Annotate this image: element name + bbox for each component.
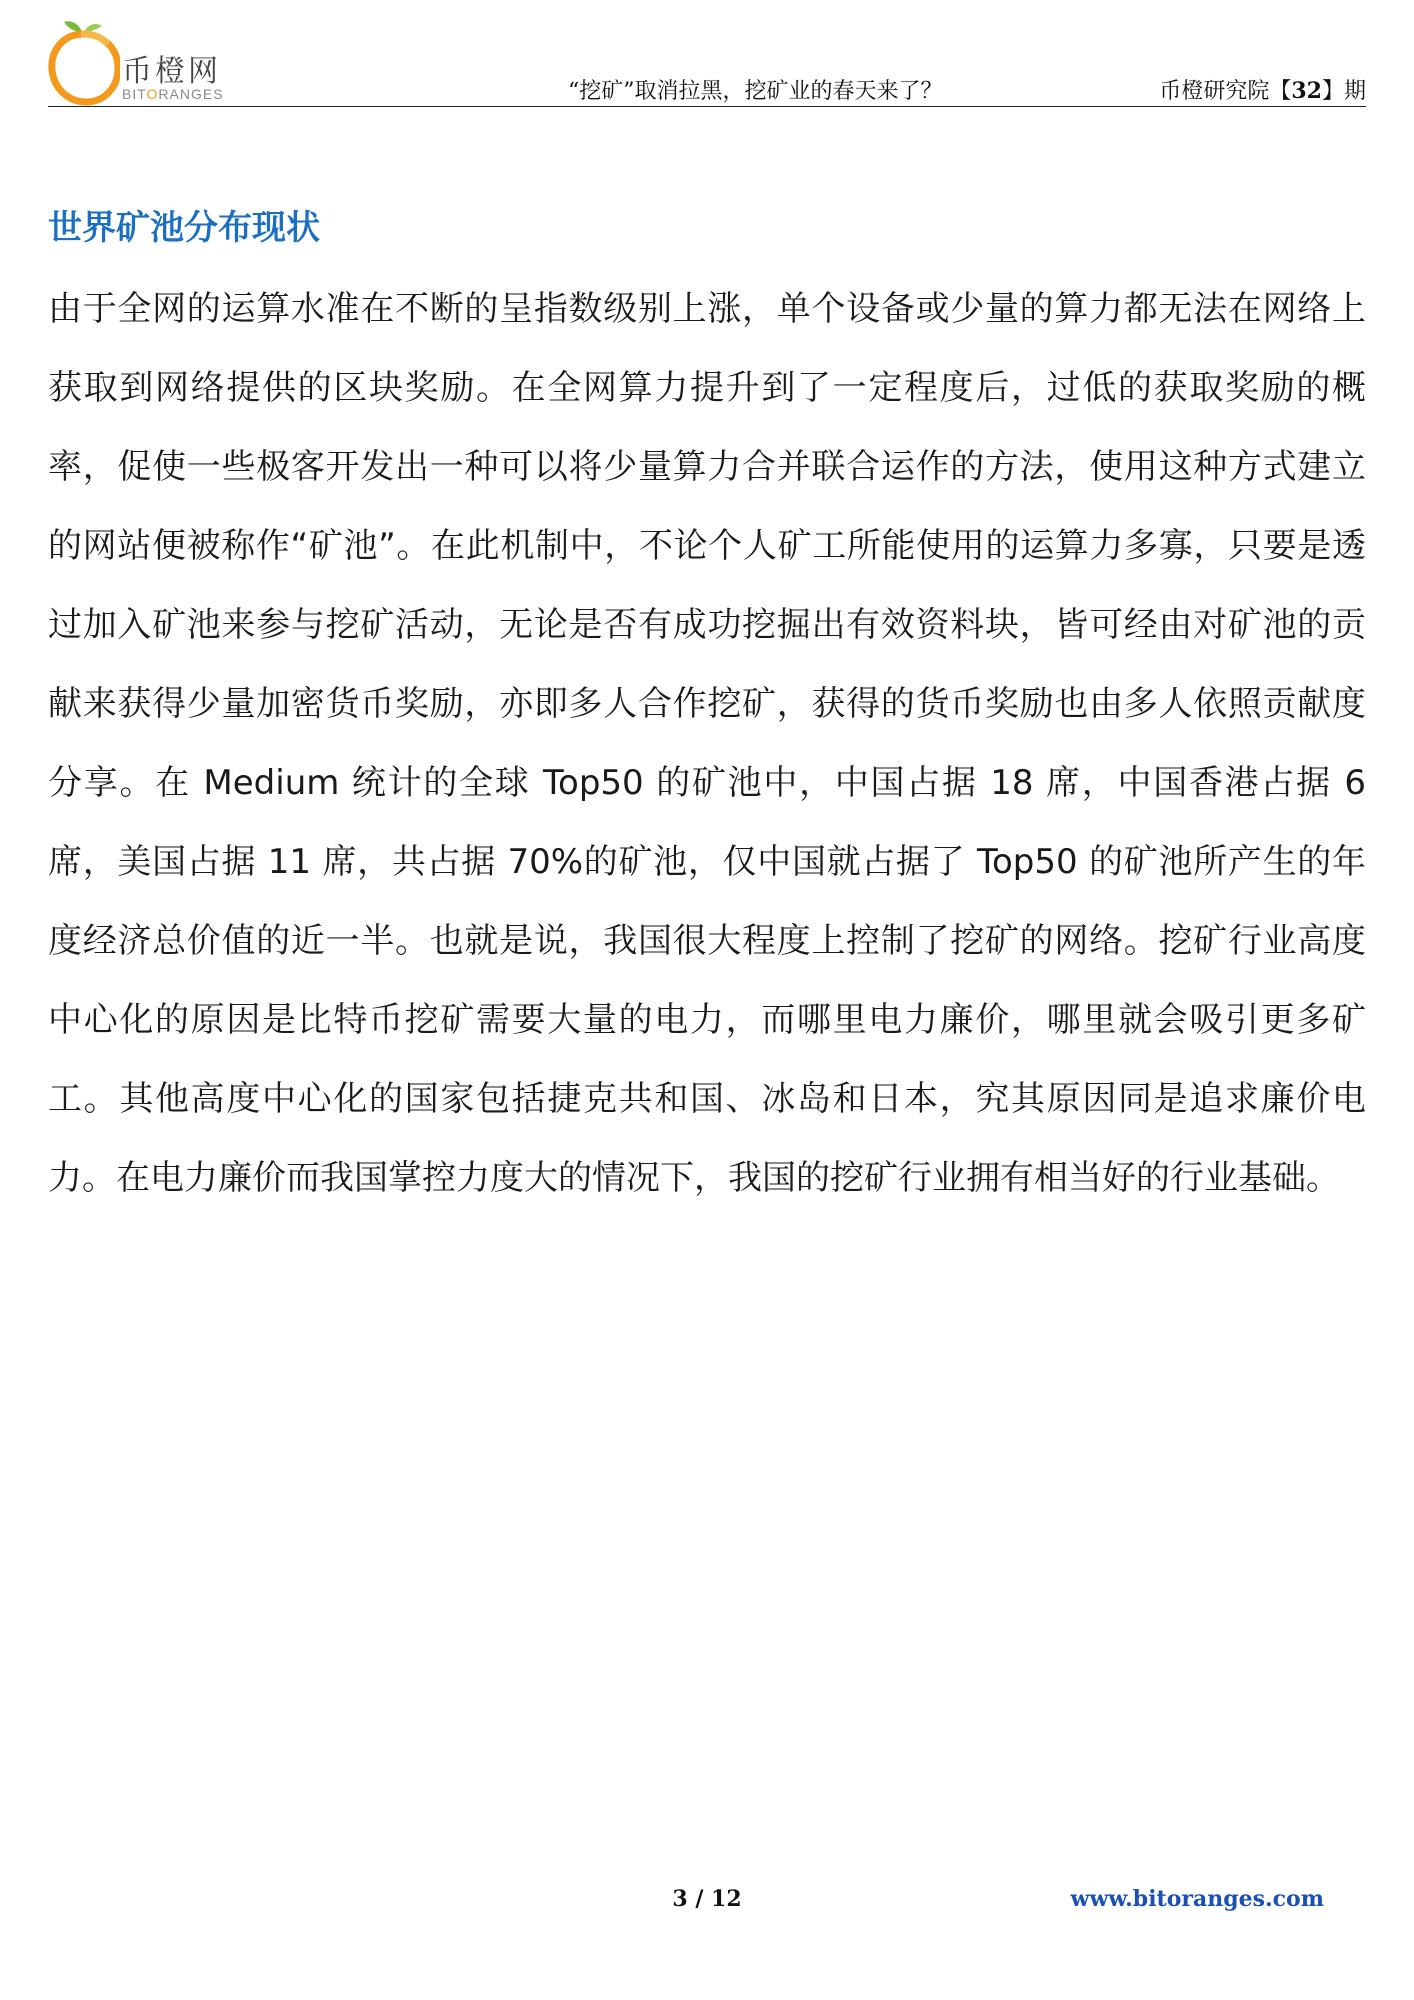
document-title: “挖矿”取消拉黑，挖矿业的春天来了？	[568, 79, 943, 104]
body-paragraph: 由于全网的运算水准在不断的呈指数级别上涨，单个设备或少量的算力都无法在网络上获取到网络提供的区块奖励。在全网算力提升到了一定程度后，过低的获取奖励的概率，促使一些极客开发出一种可以将少量算力合并联合运作的方法，使用这种方式建立的网站便被称作“矿池”。在此机制中，不论个人矿工所能使用的运算力多寡，只要是透过加入矿池来参与挖矿活动，无论是否有成功挖掘出有效资料块，皆可经由对矿池的贡献来获得少量加密货币奖励，亦即多人合作挖矿，获得的货币奖励也由多人依照贡献度分享。在 Medium 统计的全球 Top50 的矿池中，中国占据 18 席，中国香港占据 6 席，美国占据 11 席，共占据 70%的矿池，仅中国就占据了 Top50 的矿池所产生的年度经济总价值的近一半。也就是说，我国很大程度上控制了挖矿的网络。挖矿行业高度中心化的原因是比特币挖矿需要大量的电力，而哪里电力廉价，哪里就会吸引更多矿工。其他高度中心化的国家包括捷克共和国、冰岛和日本，究其原因同是追求廉价电力。在电力廉价而我国掌控力度大的情况下，我国的挖矿行业拥有相当好的行业基础。	[48, 289, 1366, 1198]
logo-chinese-name: 币橙网	[122, 54, 221, 89]
issue-label: 币橙研究院【32】期	[1159, 78, 1366, 104]
website-link[interactable]: www.bitoranges.com	[1070, 1886, 1324, 1912]
orange-logo-icon	[48, 18, 120, 106]
section-heading: 世界矿池分布现状	[48, 208, 320, 248]
bitoranges-logo	[48, 16, 248, 106]
page-header	[48, 16, 1366, 107]
page-number: 3 / 12	[672, 1886, 742, 1912]
logo-english-name: BITORANGES	[122, 86, 224, 102]
